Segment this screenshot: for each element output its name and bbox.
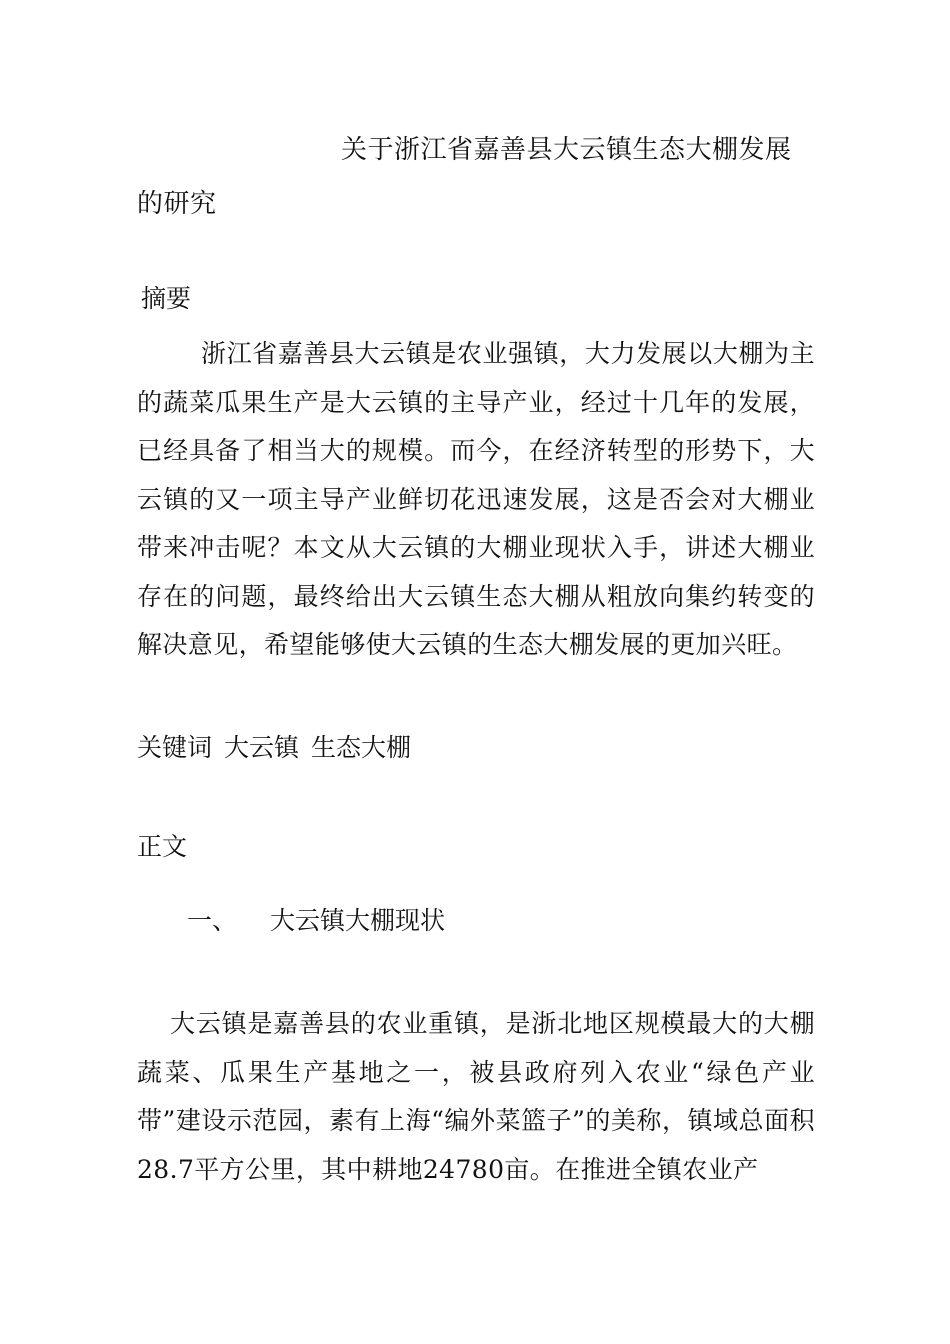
abstract-body: 浙江省嘉善县大云镇是农业强镇，大力发展以大棚为主的蔬菜瓜果生产是大云镇的主导产业，经过十几年的发展，已经具备了相当大的规模。而今，在经济转型的形势下，大云镇的又一项主导产业鲜切花迅速发展，这是否会对大棚业带来冲击呢？本文从大云镇的大棚业现状入手，讲述大棚业存在的问题，最终给出大云镇生态大棚从粗放向集约转变的解决意见，希望能够使大云镇的生态大棚发展的更加兴旺。: [137, 339, 815, 659]
section-title: 大云镇大棚现状: [270, 906, 446, 935]
section-body: 大云镇是嘉善县的农业重镇，是浙北地区规模最大的大棚蔬菜、瓜果生产基地之一，被县政府列入农业“绿色产业带”建设示范园，素有上海“编外菜篮子”的美称，镇域总面积28.7平方公里，其中耕地24780亩。在推进全镇农业产: [137, 1009, 815, 1184]
main-text-heading: 正文: [137, 832, 188, 861]
keywords-line: [137, 733, 411, 763]
keyword-item: 大云镇: [224, 733, 300, 762]
keywords-label: 关键词: [137, 733, 213, 762]
section-heading: [187, 906, 445, 936]
abstract-heading: 摘要: [141, 284, 192, 313]
keyword-item: 生态大棚: [311, 733, 412, 762]
section-number: 一、: [187, 906, 238, 935]
document-title: 关于浙江省嘉善县大云镇生态大棚发展的研究: [137, 135, 792, 219]
